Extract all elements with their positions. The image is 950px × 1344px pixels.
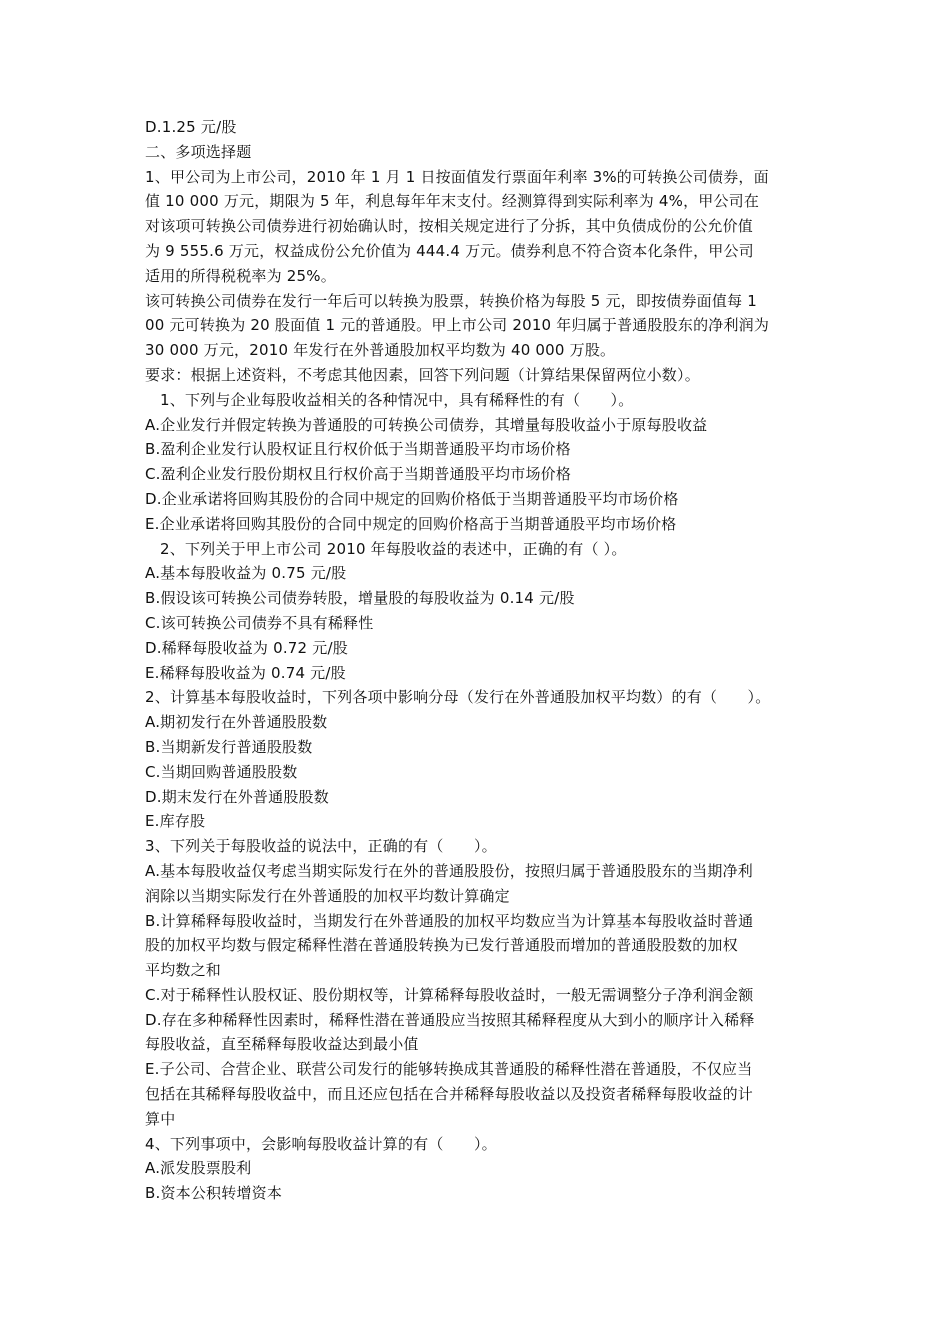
option-a: A.基本每股收益仅考虑当期实际发行在外的普通股股份，按照归属于普通股股东的当期净利: [145, 861, 753, 880]
option-a: 润除以当期实际发行在外普通股的加权平均数计算确定: [145, 886, 510, 905]
option-b: B.假设该可转换公司债券转股，增量股的每股收益为 0.14 元/股: [145, 589, 575, 608]
question-1-text: 30 000 万元，2010 年发行在外普通股加权平均数为 40 000 万股。: [145, 341, 616, 360]
option-b: B.计算稀释每股收益时，当期发行在外普通股的加权平均数应当为计算基本每股收益时普通: [145, 911, 754, 930]
question-1-text: 对该项可转换公司债券进行初始确认时，按相关规定进行了分拆，其中负债成份的公允价值: [145, 217, 754, 236]
question-4-text: 4、下列事项中，会影响每股收益计算的有（ ）。: [145, 1134, 497, 1153]
question-1-text: 为 9 555.6 万元，权益成份公允价值为 444.4 万元。债券利息不符合资本化条件，甲公司: [145, 241, 754, 260]
option-e: E.库存股: [145, 812, 206, 831]
question-1-text: 00 元可转换为 20 股面值 1 元的普通股。甲上市公司 2010 年归属于普通股股东的净利润为: [145, 316, 770, 335]
question-1-text: 该可转换公司债券在发行一年后可以转换为股票，转换价格为每股 5 元，即按债券面值每 1: [145, 291, 757, 310]
option-b: B.当期新发行普通股股数: [145, 737, 313, 756]
question-1-text: 值 10 000 万元，期限为 5 年，利息每年年末支付。经测算得到实际利率为 4%，甲公司在: [145, 192, 760, 211]
option-b: 股的加权平均数与假定稀释性潜在普通股转换为已发行普通股而增加的普通股股数的加权: [145, 936, 738, 955]
option-a: A.派发股票股利: [145, 1159, 252, 1178]
option-d: D.稀释每股收益为 0.72 元/股: [145, 638, 348, 657]
requirement-text: 要求：根据上述资料，不考虑其他因素，回答下列问题（计算结果保留两位小数）。: [145, 365, 700, 384]
option-d: D.1.25 元/股: [145, 118, 237, 136]
section-heading: 二、多项选择题: [145, 142, 252, 161]
document-page: [145, 115, 810, 1206]
option-d: D.期末发行在外普通股股数: [145, 787, 329, 806]
option-c: C.当期回购普通股股数: [145, 762, 298, 781]
sub-question-2: 2、下列关于甲上市公司 2010 年每股收益的表述中，正确的有（ ）。: [160, 539, 627, 558]
question-3-text: 3、下列关于每股收益的说法中，正确的有（ ）。: [145, 837, 497, 856]
option-d: D.存在多种稀释性因素时，稀释性潜在普通股应当按照其稀释程度从大到小的顺序计入稀释: [145, 1010, 755, 1029]
option-c: C.盈利企业发行股份期权且行权价高于当期普通股平均市场价格: [145, 465, 572, 484]
option-a: A.基本每股收益为 0.75 元/股: [145, 564, 347, 583]
option-b: B.资本公积转增资本: [145, 1184, 283, 1203]
option-d: D.企业承诺将回购其股份的合同中规定的回购价格低于当期普通股平均市场价格: [145, 489, 679, 508]
option-e: E.企业承诺将回购其股份的合同中规定的回购价格高于当期普通股平均市场价格: [145, 514, 677, 533]
option-c: C.对于稀释性认股权证、股份期权等，计算稀释每股收益时，一般无需调整分子净利润金额: [145, 985, 754, 1004]
question-1-text: 适用的所得税税率为 25%。: [145, 266, 336, 285]
option-e: E.稀释每股收益为 0.74 元/股: [145, 663, 346, 682]
option-b: B.盈利企业发行认股权证且行权价低于当期普通股平均市场价格: [145, 440, 571, 459]
sub-question-1: 1、下列与企业每股收益相关的各种情况中，具有稀释性的有（ ）。: [160, 390, 634, 409]
option-e: 包括在其稀释每股收益中，而且还应包括在合并稀释每股收益以及投资者稀释每股收益的计: [145, 1085, 754, 1104]
option-a: A.期初发行在外普通股股数: [145, 713, 328, 732]
option-b: 平均数之和: [145, 961, 222, 980]
option-c: C.该可转换公司债券不具有稀释性: [145, 613, 374, 632]
option-e: 算中: [145, 1109, 176, 1128]
question-2-text: 2、计算基本每股收益时，下列各项中影响分母（发行在外普通股加权平均数）的有（ ）。: [145, 688, 771, 707]
option-a: A.企业发行并假定转换为普通股的可转换公司债券，其增量每股收益小于原每股收益: [145, 415, 708, 434]
option-d: 每股收益，直至稀释每股收益达到最小值: [145, 1035, 419, 1054]
question-1-text: 1、甲公司为上市公司，2010 年 1 月 1 日按面值发行票面年利率 3%的可转换公司债券，面: [145, 167, 769, 186]
option-e: E.子公司、合营企业、联营公司发行的能够转换成其普通股的稀释性潜在普通股，不仅应当: [145, 1060, 753, 1079]
